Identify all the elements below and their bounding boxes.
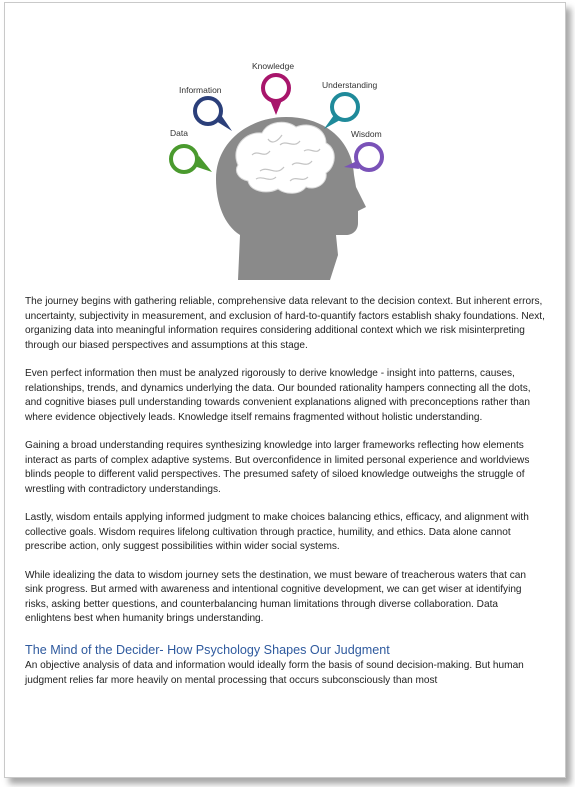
paragraph: Gaining a broad understanding requires synthesizing knowledge into larger frameworks reflecting how elements interact as parts of complex adaptive systems. But overconfidence in limited personal experience and worldviews blinds people to different valid perspectives. The presumed safety of siloed knowledge outweighs the struggle of wrestling with contradictory understandings.	[25, 440, 530, 495]
paragraph: Lastly, wisdom entails applying informed judgment to make choices balancing ethics, efficacy, and alignment with collective goals. Wisdom requires lifelong cultivation through practice, humility, and ethics. Data alone cannot prescribe action, only suggest possibilities within wider social systems.	[25, 512, 529, 552]
understanding-bubble	[324, 94, 358, 129]
label-wisdom: Wisdom	[351, 129, 382, 139]
label-data: Data	[170, 128, 188, 138]
information-bubble	[195, 98, 232, 131]
document-page	[4, 2, 566, 778]
label-understanding: Understanding	[322, 80, 378, 90]
dikw-head-illustration	[160, 55, 400, 280]
label-information: Information	[179, 85, 222, 95]
label-knowledge: Knowledge	[252, 61, 295, 71]
knowledge-bubble	[263, 75, 289, 115]
section-heading: The Mind of the Decider- How Psychology Shapes Our Judgment	[25, 642, 390, 657]
paragraph: While idealizing the data to wisdom journey sets the destination, we must beware of treacherous waters that can sink progress. But armed with awareness and intentional cognitive development, we can get wiser at identifying risks, asking better questions, and counterbalancing human limitations through diverse collaboration. Data enlightens best when humanity brings understanding.	[25, 569, 527, 624]
paragraph: Even perfect information then must be analyzed rigorously to derive knowledge - insight into patterns, causes, relationships, trends, and dynamics underlying the data. Our bounded rationality hampers connecting all the dots, and cognitive biases pull understanding towards convenient explanations aligned with preconceptions rather than where evidence objectively leads. Knowledge itself remains fragmented without holistic understanding.	[25, 368, 531, 423]
dikw-diagram	[160, 55, 400, 280]
section-intro-paragraph: An objective analysis of data and information would ideally form the basis of sound decision-making. But human judgment relies far more heavily on mental processing that occurs subconsciously than most	[25, 660, 524, 686]
data-bubble	[171, 146, 212, 172]
article-body	[25, 295, 545, 702]
paragraph: The journey begins with gathering reliable, comprehensive data relevant to the decision context. But inherent errors, uncertainty, subjectivity in measurement, and exclusion of hard-to-quantify factors establish shaky foundations. Next, organizing data into meaningful information requires considering additional context which we risk misinterpreting through our biased perspectives and assumptions at this stage.	[25, 296, 545, 351]
